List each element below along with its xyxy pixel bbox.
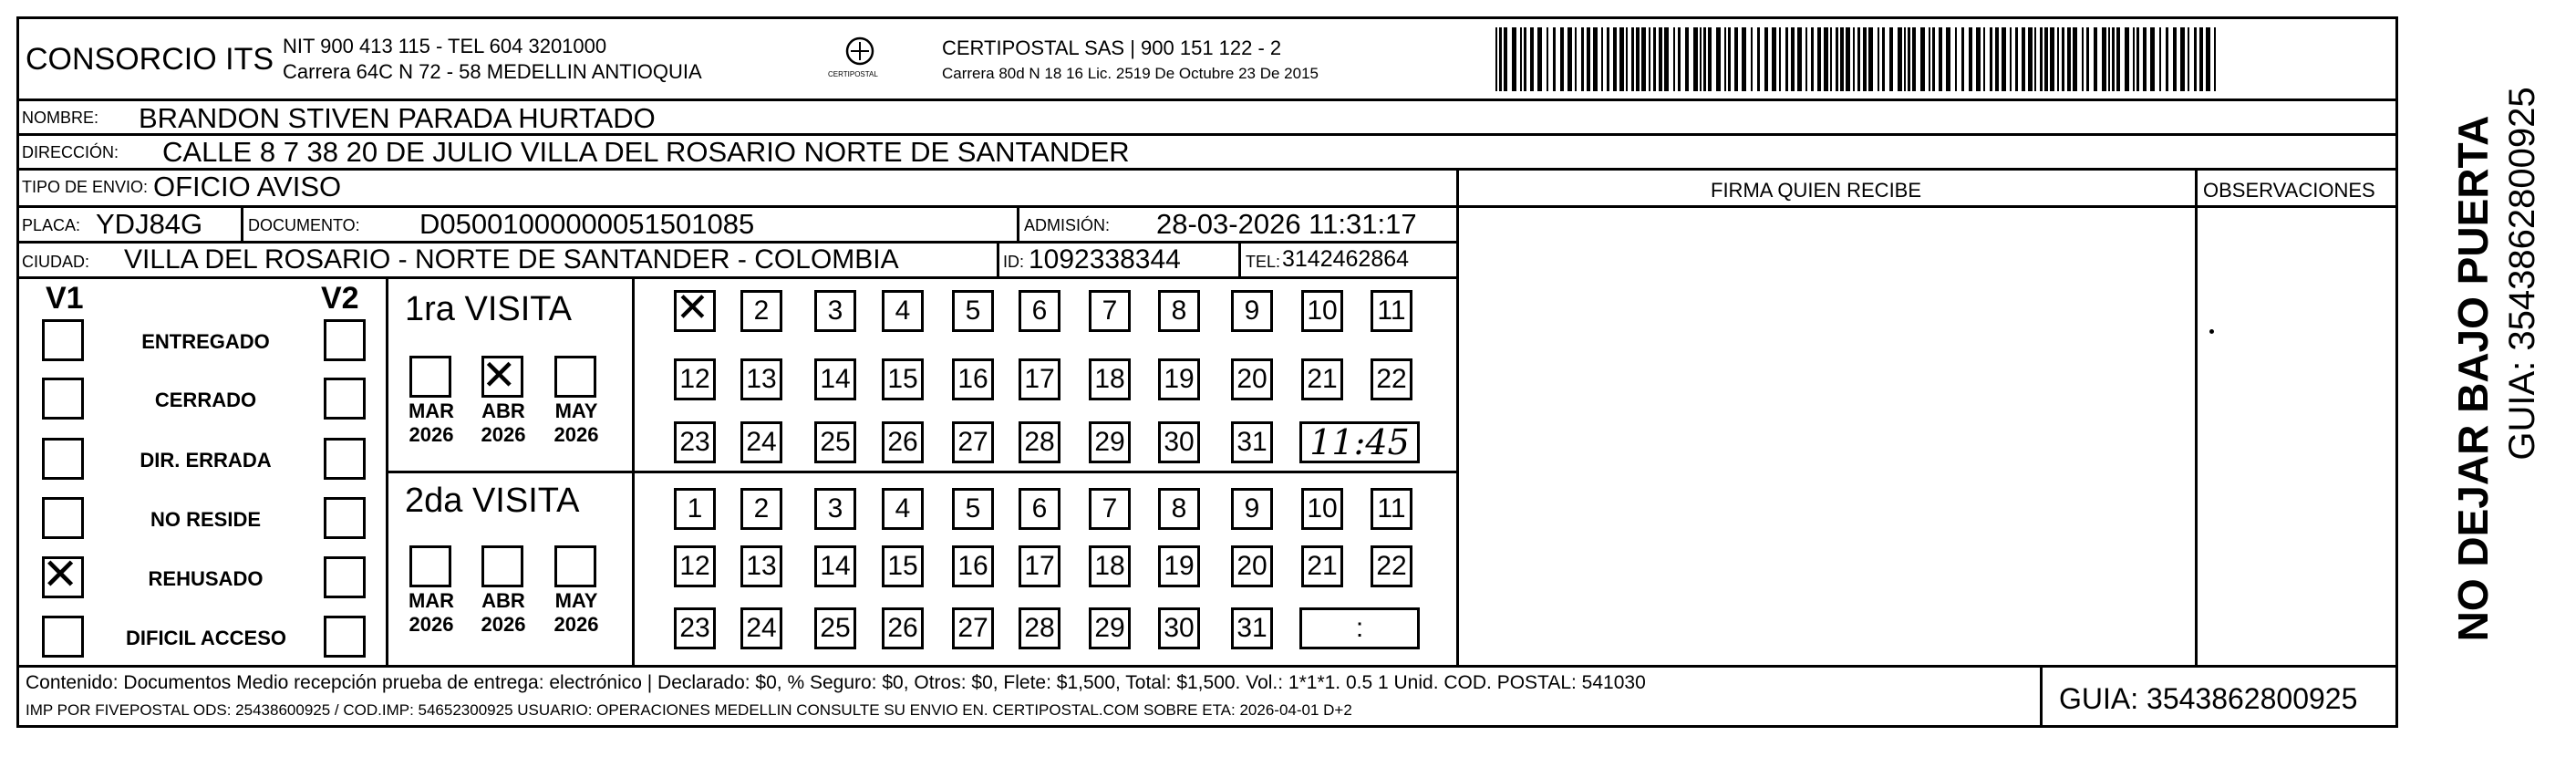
day-number: 12 <box>679 364 710 394</box>
day-box[interactable] <box>674 358 716 400</box>
divider <box>16 168 2398 171</box>
day-number: 21 <box>1307 364 1338 394</box>
day-number: 26 <box>887 427 918 457</box>
day-box[interactable] <box>674 421 716 463</box>
day-number: 19 <box>1164 551 1195 581</box>
divider <box>1238 244 1241 276</box>
day-box[interactable] <box>1089 488 1131 530</box>
day-number: 19 <box>1164 364 1195 394</box>
day-number: 21 <box>1307 551 1338 581</box>
day-number: 7 <box>1102 493 1118 524</box>
v2-checkbox[interactable] <box>324 438 366 480</box>
day-box[interactable] <box>1158 358 1200 400</box>
day-box[interactable] <box>1231 358 1273 400</box>
day-box[interactable] <box>1371 545 1412 587</box>
day-number: 24 <box>746 613 777 643</box>
placa-label: PLACA: <box>22 216 81 234</box>
day-number: 16 <box>957 364 988 394</box>
status-label: NO RESIDE <box>150 508 262 531</box>
day-box[interactable] <box>1019 607 1060 649</box>
day-number: 5 <box>965 493 981 524</box>
imp-text: IMP POR FIVEPOSTAL ODS: 25438600925 / COD.IMP: 54652300925 USUARIO: OPERACIONES MEDELLIN CONSULTE SU ENVIO EN. CERTIPOSTAL.COM SOBRE ETA: 2026-04-01 D+2 <box>26 701 1352 719</box>
footer-guia: GUIA: 3543862800925 <box>2059 682 2358 715</box>
divider <box>16 99 2398 101</box>
day-box[interactable] <box>882 290 924 332</box>
day-number: 25 <box>820 613 851 643</box>
month-label: MAR <box>408 399 455 422</box>
day-box[interactable] <box>1019 488 1060 530</box>
v1-checkbox[interactable] <box>42 497 84 539</box>
day-box[interactable] <box>1019 545 1060 587</box>
year-label: 2026 <box>409 613 454 636</box>
day-number: 30 <box>1164 427 1195 457</box>
divider <box>1017 208 1019 241</box>
documento-value: D05001000000051501085 <box>419 208 755 240</box>
observaciones-header: OBSERVACIONES <box>2203 179 2375 202</box>
day-box[interactable] <box>1301 358 1343 400</box>
day-box[interactable] <box>814 488 856 530</box>
v1-checkbox[interactable] <box>42 378 84 420</box>
check-mark-icon: ✕ <box>42 549 79 600</box>
day-box[interactable] <box>882 545 924 587</box>
day-box[interactable] <box>1158 545 1200 587</box>
divider <box>16 276 1457 279</box>
v2-label: V2 <box>321 281 359 316</box>
nombre-value: BRANDON STIVEN PARADA HURTADO <box>139 102 656 134</box>
year-label: 2026 <box>481 613 526 636</box>
day-box[interactable] <box>740 358 782 400</box>
side-guia: GUIA: 3543862800925 <box>2502 87 2542 461</box>
month-label: MAR <box>408 589 455 612</box>
divider <box>2040 665 2043 728</box>
day-box[interactable] <box>1158 290 1200 332</box>
check-mark-icon: ✕ <box>676 285 709 331</box>
day-number: 2 <box>753 493 770 524</box>
day-number: 1 <box>687 493 703 524</box>
day-number: 31 <box>1236 427 1267 457</box>
day-box[interactable] <box>1231 545 1273 587</box>
status-label: ENTREGADO <box>141 330 270 353</box>
day-box[interactable] <box>952 290 994 332</box>
year-label: 2026 <box>409 423 454 446</box>
direccion-label: DIRECCIÓN: <box>22 143 119 161</box>
day-box[interactable] <box>740 421 782 463</box>
side-warning: NO DEJAR BAJO PUERTA <box>2449 115 2497 642</box>
company-name: CONSORCIO ITS <box>26 42 274 77</box>
month-label: MAY <box>554 589 598 612</box>
day-box[interactable] <box>952 488 994 530</box>
month-checkbox[interactable] <box>554 356 596 398</box>
day-number: 16 <box>957 551 988 581</box>
ciudad-value: VILLA DEL ROSARIO - NORTE DE SANTANDER - COLOMBIA <box>124 244 899 275</box>
divider <box>997 244 999 276</box>
day-box[interactable] <box>1301 545 1343 587</box>
documento-label: DOCUMENTO: <box>248 216 360 234</box>
nombre-label: NOMBRE: <box>22 109 99 127</box>
day-box[interactable] <box>882 488 924 530</box>
day-box[interactable] <box>740 290 782 332</box>
day-number: 17 <box>1024 551 1055 581</box>
day-number: 10 <box>1307 493 1338 524</box>
divider <box>241 208 243 241</box>
ciudad-label: CIUDAD: <box>22 253 90 271</box>
day-box[interactable] <box>1089 421 1131 463</box>
day-number: 3 <box>827 296 843 326</box>
certipostal-line: CERTIPOSTAL SAS | 900 151 122 - 2 <box>942 36 1282 59</box>
year-label: 2026 <box>553 423 599 446</box>
day-box[interactable] <box>674 488 716 530</box>
day-number: 26 <box>887 613 918 643</box>
day-number: 29 <box>1094 427 1125 457</box>
id-label: ID: <box>1003 253 1025 271</box>
day-number: 4 <box>895 493 911 524</box>
contenido-text: Contenido: Documentos Medio recepción prueba de entrega: electrónico | Declarado: $0, % Seguro: $0, Otros: $0, Flete: $1,500, Total: $1,500. Vol.: 1*1*1. 0.5 1 Unid. COD. POSTAL: 541030 <box>26 672 1646 693</box>
day-box[interactable] <box>740 488 782 530</box>
day-number: 10 <box>1307 296 1338 326</box>
day-number: 15 <box>887 551 918 581</box>
status-label: CERRADO <box>154 389 257 411</box>
v2-checkbox[interactable] <box>324 616 366 658</box>
day-box[interactable] <box>1019 290 1060 332</box>
day-number: 18 <box>1094 551 1125 581</box>
day-number: 11 <box>1377 296 1406 326</box>
tipo-label: TIPO DE ENVIO: <box>22 178 149 196</box>
day-box[interactable] <box>740 545 782 587</box>
day-number: 25 <box>820 427 851 457</box>
day-box[interactable] <box>1089 290 1131 332</box>
day-number: 24 <box>746 427 777 457</box>
divider <box>386 471 1457 473</box>
day-number: 28 <box>1024 427 1055 457</box>
day-number: 2 <box>753 296 770 326</box>
day-number: 5 <box>965 296 981 326</box>
second-visit-title: 2da VISITA <box>405 482 580 520</box>
day-box[interactable] <box>814 290 856 332</box>
day-box[interactable] <box>1371 488 1412 530</box>
day-box[interactable] <box>1231 290 1273 332</box>
day-number: 27 <box>957 613 988 643</box>
tel-label: TEL: <box>1246 253 1281 271</box>
day-box[interactable] <box>1158 421 1200 463</box>
check-mark-icon: ✕ <box>481 350 517 399</box>
day-box[interactable] <box>1158 607 1200 649</box>
v1-label: V1 <box>46 281 84 316</box>
day-box[interactable] <box>882 358 924 400</box>
divider <box>1456 205 2398 208</box>
day-number: 31 <box>1236 613 1267 643</box>
dot-mark <box>2209 329 2214 334</box>
day-number: 14 <box>820 551 851 581</box>
day-number: 9 <box>1244 493 1260 524</box>
day-number: 3 <box>827 493 843 524</box>
day-box[interactable] <box>952 607 994 649</box>
status-label: DIR. ERRADA <box>140 449 272 472</box>
first-visit-title: 1ra VISITA <box>405 290 573 328</box>
day-number: 28 <box>1024 613 1055 643</box>
day-box[interactable] <box>1158 488 1200 530</box>
barcode <box>1495 27 2225 91</box>
day-number: 6 <box>1031 493 1048 524</box>
day-box[interactable] <box>1231 607 1273 649</box>
firma-header: FIRMA QUIEN RECIBE <box>1711 179 1922 202</box>
day-number: 15 <box>887 364 918 394</box>
day-number: 20 <box>1236 364 1267 394</box>
day-number: 20 <box>1236 551 1267 581</box>
day-number: 30 <box>1164 613 1195 643</box>
month-label: MAY <box>554 399 598 422</box>
day-number: 8 <box>1171 493 1187 524</box>
day-box[interactable] <box>1089 358 1131 400</box>
tipo-value: OFICIO AVISO <box>153 171 342 202</box>
v2-checkbox[interactable] <box>324 378 366 420</box>
tel-value: 3142462864 <box>1282 246 1410 272</box>
year-label: 2026 <box>481 423 526 446</box>
day-number: 23 <box>679 427 710 457</box>
day-number: 18 <box>1094 364 1125 394</box>
day-box[interactable] <box>674 545 716 587</box>
day-box[interactable] <box>882 607 924 649</box>
v2-checkbox[interactable] <box>324 497 366 539</box>
day-number: 13 <box>746 364 777 394</box>
day-box[interactable] <box>952 421 994 463</box>
day-number: 11 <box>1377 493 1406 524</box>
day-box[interactable] <box>814 607 856 649</box>
day-box[interactable] <box>814 545 856 587</box>
address-line: Carrera 64C N 72 - 58 MEDELLIN ANTIOQUIA <box>283 60 702 83</box>
certipostal-logo: CERTIPOSTAL <box>828 35 892 89</box>
license-line: Carrera 80d N 18 16 Lic. 2519 De Octubre 23 De 2015 <box>942 65 1319 82</box>
day-box[interactable] <box>814 358 856 400</box>
month-checkbox[interactable] <box>409 545 451 587</box>
day-box[interactable] <box>1371 358 1412 400</box>
year-label: 2026 <box>553 613 599 636</box>
placa-value: YDJ84G <box>96 208 203 240</box>
month-checkbox[interactable] <box>481 545 523 587</box>
day-box[interactable] <box>674 607 716 649</box>
v1-checkbox[interactable] <box>42 616 84 658</box>
day-box[interactable] <box>952 358 994 400</box>
divider <box>16 241 1457 244</box>
month-checkbox[interactable] <box>554 545 596 587</box>
day-number: 27 <box>957 427 988 457</box>
day-box[interactable] <box>1019 421 1060 463</box>
day-number: 6 <box>1031 296 1048 326</box>
day-number: 23 <box>679 613 710 643</box>
divider <box>1456 168 1459 665</box>
day-box[interactable] <box>1231 421 1273 463</box>
day-number: 14 <box>820 364 851 394</box>
admision-label: ADMISIÓN: <box>1024 216 1111 234</box>
time-box[interactable]: 11:45 <box>1299 421 1420 463</box>
day-box[interactable] <box>882 421 924 463</box>
day-number: 17 <box>1024 364 1055 394</box>
day-box[interactable] <box>1089 607 1131 649</box>
day-box[interactable] <box>814 421 856 463</box>
day-box[interactable] <box>1089 545 1131 587</box>
v1-checkbox[interactable] <box>42 319 84 361</box>
nit-line: NIT 900 413 115 - TEL 604 3201000 <box>283 35 607 57</box>
day-number: 12 <box>679 551 710 581</box>
day-box[interactable] <box>1019 358 1060 400</box>
day-number: 7 <box>1102 296 1118 326</box>
v2-checkbox[interactable] <box>324 556 366 598</box>
divider <box>2195 168 2198 665</box>
direccion-value: CALLE 8 7 38 20 DE JULIO VILLA DEL ROSARIO NORTE DE SANTANDER <box>162 136 1130 168</box>
v1-checkbox[interactable] <box>42 438 84 480</box>
day-number: 8 <box>1171 296 1187 326</box>
day-box[interactable] <box>740 607 782 649</box>
day-box[interactable] <box>1301 488 1343 530</box>
status-label: REHUSADO <box>148 567 264 590</box>
day-box[interactable] <box>952 545 994 587</box>
day-box[interactable] <box>1231 488 1273 530</box>
day-box[interactable] <box>1371 290 1412 332</box>
time-box[interactable]: : <box>1299 607 1420 649</box>
id-value: 1092338344 <box>1029 244 1181 275</box>
day-number: 4 <box>895 296 911 326</box>
day-box[interactable] <box>1301 290 1343 332</box>
day-number: 22 <box>1376 551 1407 581</box>
day-number: 29 <box>1094 613 1125 643</box>
status-label: DIFICIL ACCESO <box>126 627 287 649</box>
v2-checkbox[interactable] <box>324 319 366 361</box>
month-checkbox[interactable] <box>409 356 451 398</box>
day-number: 13 <box>746 551 777 581</box>
day-number: 22 <box>1376 364 1407 394</box>
month-label: ABR <box>481 589 525 612</box>
day-number: 9 <box>1244 296 1260 326</box>
month-label: ABR <box>481 399 525 422</box>
admision-value: 28-03-2026 11:31:17 <box>1156 208 1417 240</box>
